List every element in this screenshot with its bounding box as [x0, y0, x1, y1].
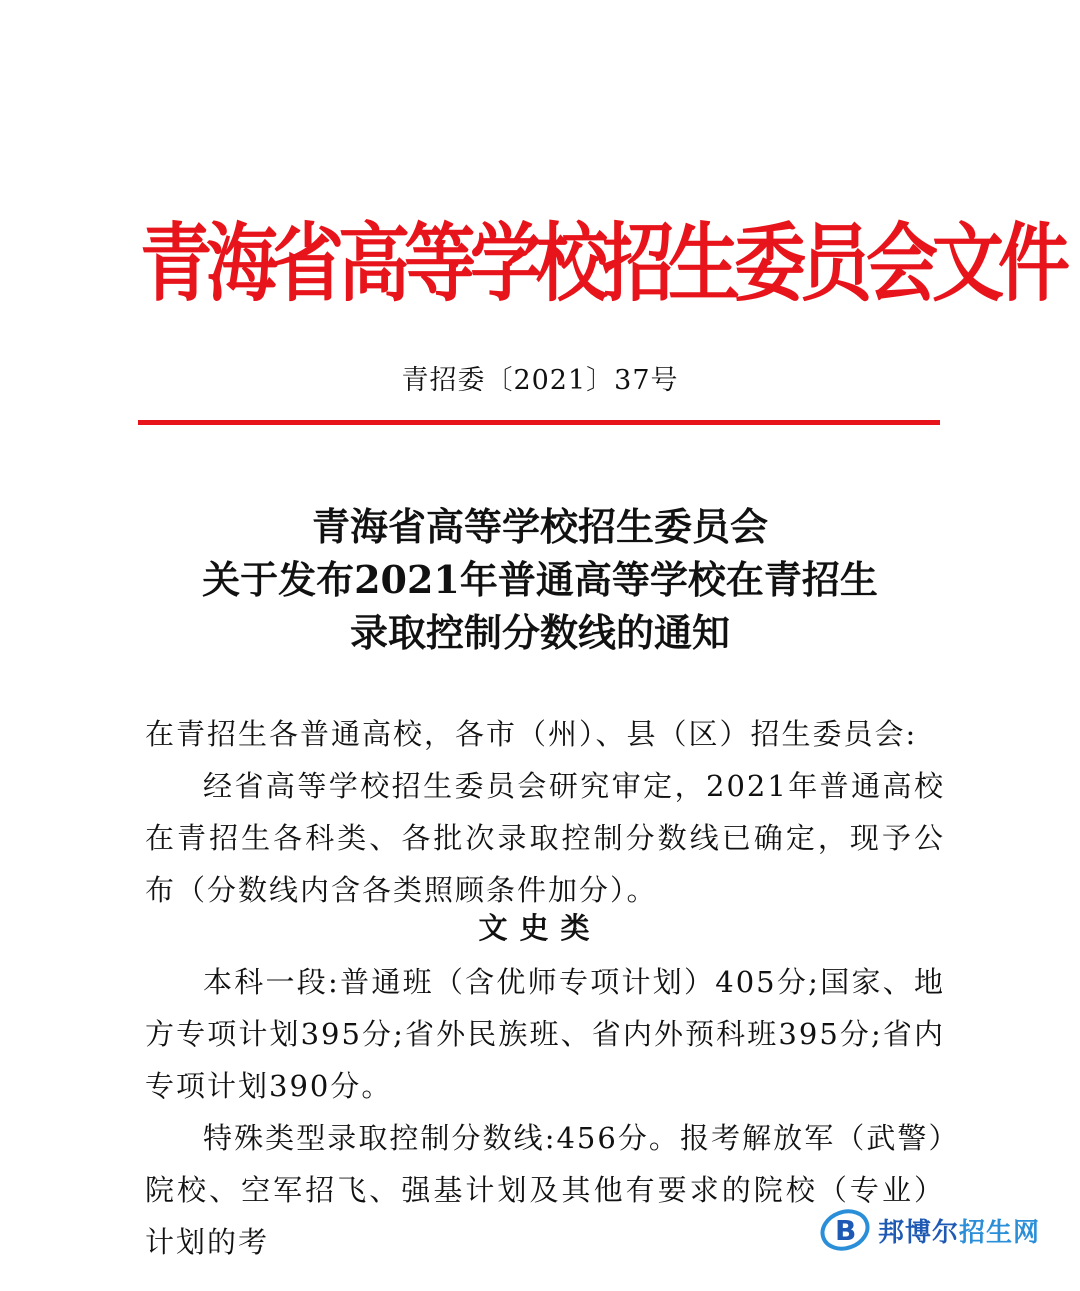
issuer-masthead: 青海省高等学校招生委员会文件 — [140, 213, 1065, 313]
watermark-text — [878, 1212, 1040, 1249]
svg-text:B: B — [834, 1214, 857, 1247]
document-number: 青招委〔2021〕37号 — [401, 365, 679, 396]
site-watermark — [820, 1208, 1040, 1252]
section-heading: 文史类 — [478, 911, 602, 945]
salutation: 在青招生各普通高校，各市（州）、县（区）招生委员会: — [145, 717, 918, 751]
document-title — [140, 500, 940, 659]
title-line-1: 青海省高等学校招生委员会 — [311, 504, 768, 549]
paragraph-special-type: 特殊类型录取控制分数线:456分。报考解放军（武警）院校、空军招飞、强基计划及其他有要求的院校（专业）计划的考 — [145, 1121, 945, 1259]
title-line-3: 录取控制分数线的通知 — [349, 610, 730, 655]
red-divider — [138, 420, 940, 425]
title-line-2: 关于发布2021年普通高等学校在青招生 — [202, 557, 878, 602]
paragraph-undergrad-tier1: 本科一段:普通班（含优师专项计划）405分;国家、地方专项计划395分;省外民族班、省内外预科班395分;省内专项计划390分。 — [145, 965, 945, 1103]
watermark-text-part2: 招生网 — [958, 1217, 1040, 1248]
watermark-text-part1: 邦博尔 — [877, 1217, 959, 1248]
paragraph-intro: 经省高等学校招生委员会研究审定，2021年普通高校在青招生各科类、各批次录取控制分数线已确定，现予公布（分数线内含各类照顾条件加分）。 — [145, 769, 945, 907]
site-logo-icon — [820, 1208, 870, 1252]
